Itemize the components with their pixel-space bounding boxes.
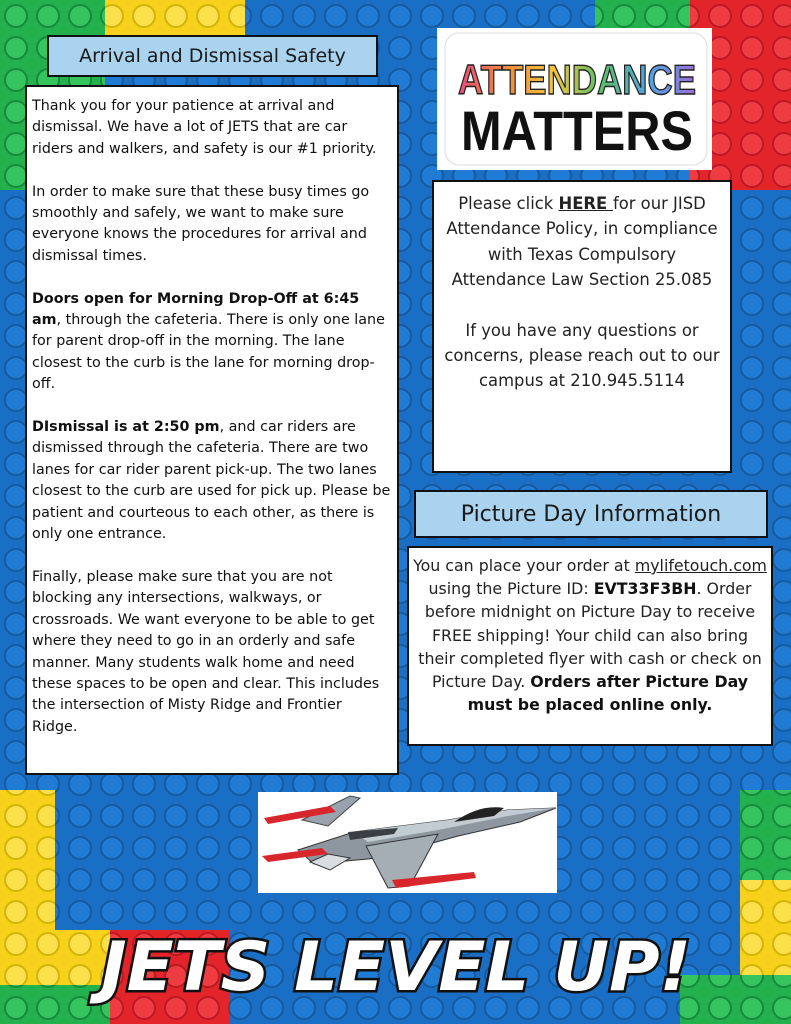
- logo-line-matters: MATTERS: [461, 99, 693, 162]
- dropoff-details: , through the cafeteria. There is only one lane for parent drop-off in the morning. The lane closest to the curb is the lane for morning drop-off.: [32, 312, 385, 393]
- arrival-paragraph-dismissal: [32, 417, 391, 545]
- picture-text-mid: using the Picture ID:: [428, 579, 594, 599]
- arrival-paragraph-dropoff: [32, 289, 391, 396]
- arrival-section-title: [47, 35, 378, 77]
- attendance-matters-logo: [437, 28, 712, 170]
- lifetouch-link[interactable]: mylifetouch.com: [634, 556, 767, 575]
- jets-level-up-banner: [0, 918, 791, 1014]
- arrival-info-box: [25, 85, 399, 775]
- attendance-text-post: for our JISD Attendance Policy, in compliance with Texas Compulsory Attendance Law Section 25.085: [446, 194, 718, 290]
- dismissal-details: , and car riders are dismissed through the cafeteria. There are two lanes for car rider parent pick-up. The two lanes closest to the curb are used for pick up. Please be patient and courteous to each other, as there is only one entrance.: [32, 419, 391, 543]
- arrival-paragraph-intersections: Finally, please make sure that you are not blocking any intersections, walkways, or crossroads. We want everyone to be able to get where they need to go in an orderly and safe manner. Many students walk home and need these spaces to be open and clear. This includes the intersection of Misty Ridge and Frontier Ridge.: [32, 568, 380, 735]
- fighter-jet-image: [258, 792, 557, 893]
- banner-text: JETS LEVEL UP!: [88, 928, 692, 1007]
- picture-id: EVT33F3BH: [593, 579, 697, 599]
- logo-line-attendance: ATTENDANCE: [458, 56, 696, 103]
- dropoff-time: Doors open for Morning Drop-Off at 6:45 am: [32, 290, 360, 329]
- picture-day-section-title: [414, 490, 768, 538]
- arrival-title-text: Arrival and Dismissal Safety: [79, 45, 346, 67]
- arrival-paragraph-procedures: In order to make sure that these busy times go smoothly and safely, we want to make sure everyone knows the procedures for arrival and dismissal times.: [32, 183, 370, 264]
- picture-text-pre: You can place your order at: [413, 556, 635, 575]
- attendance-policy-box: [432, 180, 732, 473]
- attendance-text-pre: Please click: [458, 194, 559, 213]
- attendance-policy-link[interactable]: HERE: [558, 194, 613, 213]
- picture-text-post: . Order before midnight on Picture Day to receive FREE shipping! Your child can also bring their completed flyer with cash or check on Picture Day.: [418, 579, 762, 692]
- arrival-paragraph-thanks: Thank you for your patience at arrival and dismissal. We have a lot of JETS that are car riders and walkers, and safety is our #1 priority.: [32, 98, 377, 157]
- attendance-contact-text: If you have any questions or concerns, please reach out to our campus at 210.945.5114: [444, 320, 720, 391]
- attendance-policy-text: [444, 191, 720, 293]
- picture-day-info-box: [407, 546, 773, 746]
- picture-late-order-note: Orders after Picture Day must be placed online only.: [467, 672, 749, 715]
- picture-title-text: Picture Day Information: [460, 501, 722, 527]
- dismissal-time: DIsmissal is at 2:50 pm: [32, 419, 220, 436]
